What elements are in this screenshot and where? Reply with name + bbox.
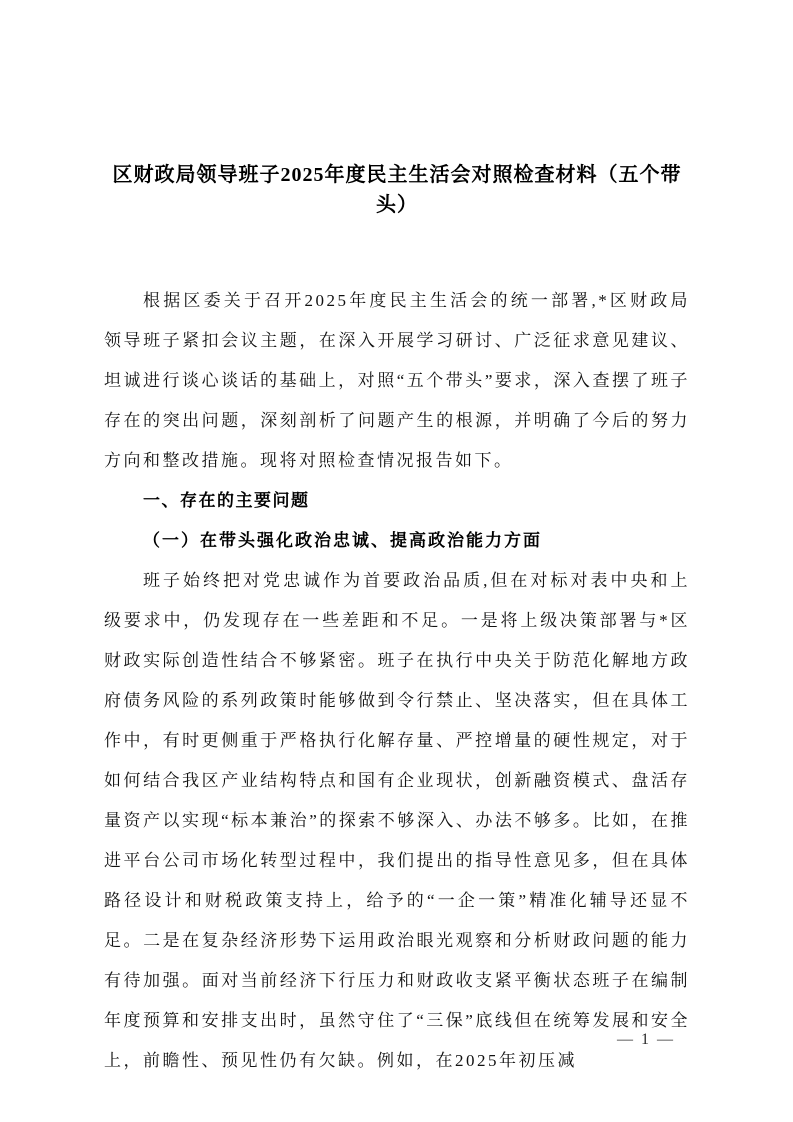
page-number: — 1 — (617, 1031, 675, 1048)
intro-paragraph: 根据区委关于召开2025年度民主生活会的统一部署,*区财政局领导班子紧扣会议主题，在深入开展学习研讨、广泛征求意见建议、坦诚进行谈心谈话的基础上，对照“五个带头”要求，深入查摆了班子存在的突出问题，深刻剖析了问题产生的根源，并明确了今后的努力方向和整改措施。现将对照检查情况报告如下。 (104, 291, 690, 470)
paragraph-2 (104, 561, 690, 1081)
paragraph-2-emphasis-2: 二是在复杂经济形势下运用政治眼光观察和分析财政问题的能力有待加强。 (104, 931, 691, 990)
paragraph-2-run-3: 面对当前经济下行压力和财政收支紧平衡状态班子在编制年度预算和安排支出时，虽然守住了“三保”底线但在统筹发展和安全上，前瞻性、预见性仍有欠缺。例如，在2025年初压减 (104, 971, 691, 1070)
paragraph-2-emphasis-1: 一是将上级决策部署与*区财政实际创造性结合不够紧密。 (104, 611, 691, 670)
document-title: 区财政局领导班子2025年度民主生活会对照检查材料（五个带头） (112, 164, 682, 216)
paragraph-2-run-2: 班子在执行中央关于防范化解地方政府债务风险的系列政策时能够做到令行禁止、坚决落实，但在具体工作中，有时更侧重于严格执行化解存量、严控增量的硬性规定，对于如何结合我区产业结构特点和国有企业现状，创新融资模式、盘活存量资产以实现“标本兼治”的探索不够深入、办法不够多。比如，在推进平台公司市场化转型过程中，我们提出的指导性意见多，但在具体路径设计和财税政策支持上，给予的“一企一策”精准化辅导还显不足。 (104, 651, 691, 950)
section-heading-main-problems: 一、存在的主要问题 (143, 491, 310, 510)
document-content (104, 160, 690, 1081)
paragraph-2-run-1: 班子始终把对党忠诚作为首要政治品质,但在对标对表中央和上级要求中，仍发现存在一些差距和不足。 (104, 571, 690, 630)
subsection-heading-political-loyalty: （一）在带头强化政治忠诚、提高政治能力方面 (143, 531, 542, 550)
